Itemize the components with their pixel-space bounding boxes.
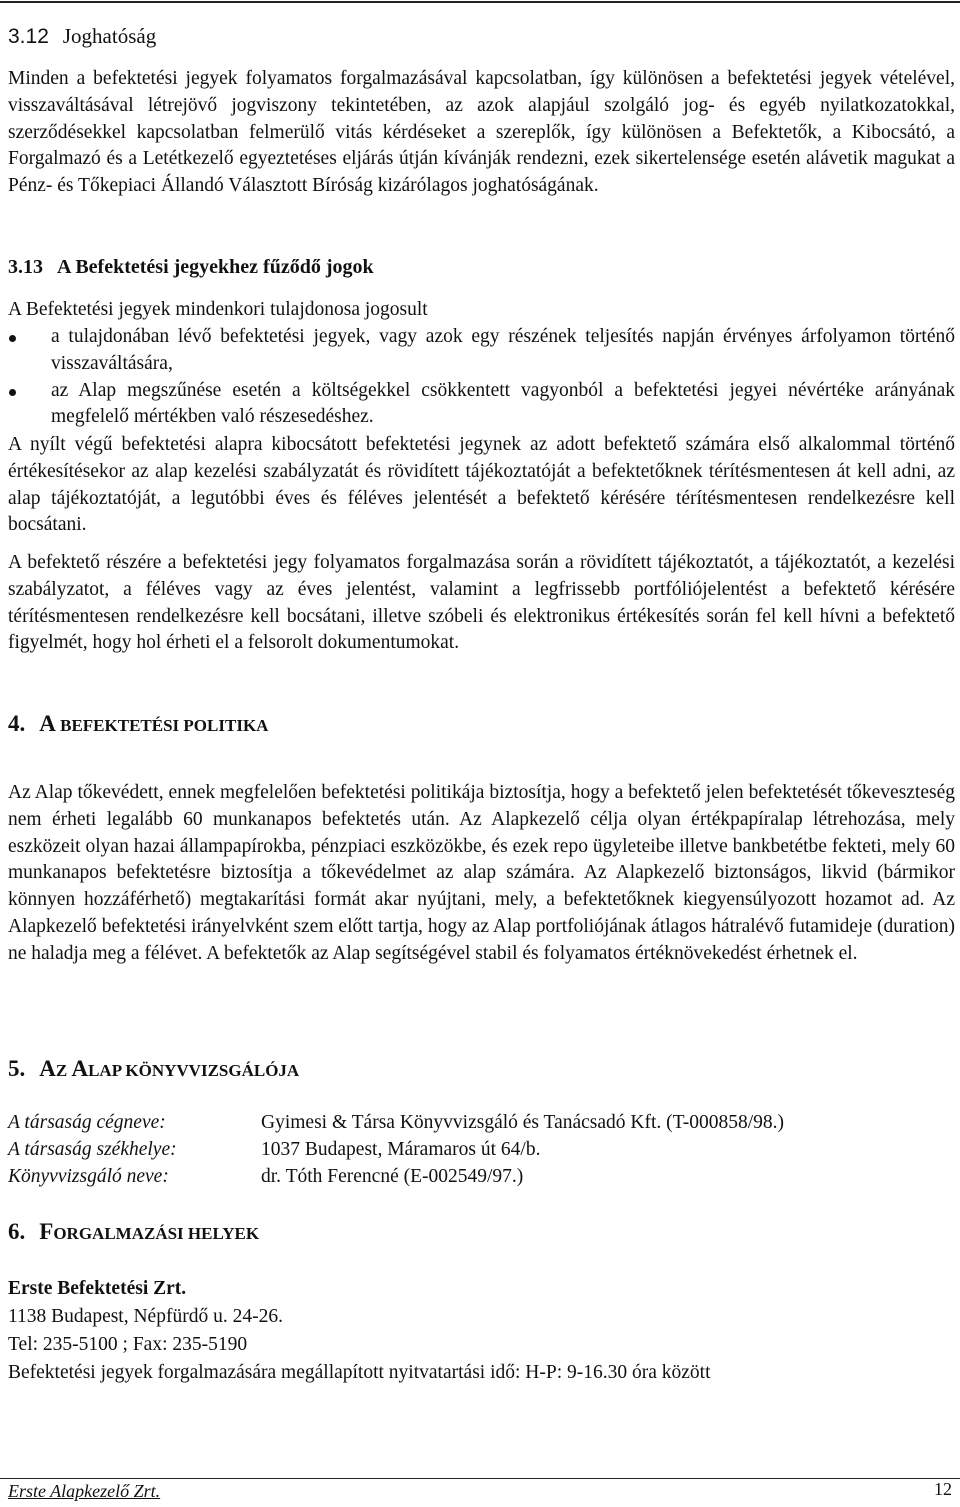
paragraph-documents-first-sale: A nyílt végű befektetési alapra kibocsátott befektetési jegynek az adott befektető számára első alkalommal történő értékesítésekor az alap kezelési szabályzatát és rövidített tájékoztatóját a befektetőknek térítésmentesen át kell adni, az alap tájékoztatóját, a legutóbbi éves és féléves jelentését a befektető kérésére térítésmentesen rendelkezésre kell bocsátani.: [8, 434, 955, 536]
section-heading-6: [8, 1219, 259, 1245]
section-number: 5.: [8, 1056, 26, 1081]
page-number: 12: [934, 1479, 952, 1499]
detail-label: A társaság cégneve:: [8, 1112, 166, 1133]
distributor-hours: Befektetési jegyek forgalmazására megállapított nyitvatartási idő: H-P: 9-16.30 óra között: [8, 1362, 711, 1383]
section-heading-3-12: [8, 24, 156, 49]
title-part: A: [39, 1056, 56, 1081]
detail-row: [8, 1110, 955, 1137]
distributor-address: 1138 Budapest, Népfürdő u. 24-26.: [8, 1306, 283, 1327]
list-item-text: az Alap megszűnése esetén a költségekkel csökkentett vagyonból a befektetési jegyei névértéke arányának megfelelő mértékben való részesedéshez.: [51, 379, 955, 428]
section-number: 3.12: [8, 25, 49, 48]
detail-label: A társaság székhelye:: [8, 1138, 177, 1160]
list-item-text: a tulajdonában lévő befektetési jegyek, vagy azok egy részének teljesítés napján érvényes árfolyamon történő visszaváltására,: [51, 326, 955, 374]
detail-value: Gyimesi & Társa Könyvvizsgáló és Tanácsadó Kft. (T-000858/98.): [261, 1112, 785, 1133]
section-heading-5: [8, 1056, 299, 1082]
bullet-icon: [9, 335, 16, 342]
section-title-rest: BEFEKTETÉSI POLITIKA: [55, 716, 269, 735]
section-number: 6.: [8, 1219, 26, 1244]
section-title: A Befektetési jegyekhez fűződő jogok: [57, 256, 374, 278]
footer-company: Erste Alapkezelő Zrt.: [8, 1481, 161, 1501]
paragraph-investment-policy: Az Alap tőkevédett, ennek megfelelően befektetési politikája biztosítja, hogy a befektető jelen befektetését tőkeveszteség nem érheti legalább 60 munkanapos befektetés után. Az Alapkezelő célja olyan értékpapíralap létrehozása, mely eszközeit olyan hazai állampapírokba, pénzpiaci eszközökbe, és ezek repo ügyleteibe illetve bankbetétbe fekteti, mely 60 munkanapos befektetésre biztosítja a tőkevédelmet az alap számára. Az Alapkezelő biztonságos, likvid (bármikor könnyen hozzáférhető) megtakarítási formát akar nyújtani, mely, a befektetőknek kiegyensúlyozott hozamot ad. Az Alapkezelő befektetési irányelvként szem előtt tartja, hogy az Alap portfoliójának átlagos hátralévő futamideje (duration) ne haladja meg a félévet. A befektetők az Alap segítségével stabil és folyamatos értéknövekedést érhetnek el.: [8, 782, 955, 964]
title-part: Z: [55, 1061, 72, 1080]
auditor-details: [8, 1110, 955, 1190]
section-title-rest: ORGALMAZÁSI HELYEK: [53, 1224, 260, 1243]
section-heading-4: [8, 711, 268, 737]
section-title: Joghatóság: [62, 24, 157, 48]
paragraph-documents-continuous: A befektető részére a befektetési jegy folyamatos forgalmazása során a rövidített tájékoztatót, a tájékoztatót, a kezelési szabályzatot, a féléves vagy az éves jelentést, valamint a legfrissebb portfóliójelentést a befektető kérésére térítésmentesen rendelkezésre kell bocsátani, illetve szóbeli és elektronikus értékesítés során fel kell hívni a befektető figyelmét, hogy hol érheti el a felsorolt dokumentumokat.: [8, 552, 955, 654]
title-part: LAP KÖNYVVIZSGÁLÓJA: [88, 1061, 300, 1080]
detail-row: [8, 1137, 955, 1164]
footer-rule: [0, 1478, 960, 1479]
bullet-icon: [9, 389, 16, 396]
list-item: [8, 378, 955, 432]
distributor-name: Erste Befektetési Zrt.: [8, 1278, 187, 1299]
section-heading-3-13: [8, 256, 374, 279]
detail-value: 1037 Budapest, Máramaros út 64/b.: [261, 1138, 541, 1160]
section-title-initial: A: [39, 711, 56, 736]
list-item: [8, 324, 955, 378]
section-number: 3.13: [8, 256, 43, 278]
rights-list: [8, 324, 955, 431]
top-rule: [0, 1, 960, 3]
detail-label: Könyvvizsgáló neve:: [8, 1165, 169, 1187]
title-part: A: [71, 1056, 89, 1081]
detail-value: dr. Tóth Ferencné (E-002549/97.): [261, 1165, 524, 1187]
section-number: 4.: [8, 711, 26, 736]
detail-row: [8, 1164, 955, 1191]
section-title-initial: F: [39, 1219, 54, 1244]
paragraph-jurisdiction: Minden a befektetési jegyek folyamatos forgalmazásával kapcsolatban, így különösen a befektetési jegyek vételével, visszaváltásával létrejövő jogviszony tekintetében, az azok alapjául szolgáló jog- és egyéb nyilatkozatokkal, szerződésekkel kapcsolatban felmerülő vitás kérdéseket a szereplők, így különösen a Befektetők, a Kibocsátó, a Forgalmazó és a Letétkezelő egyeztetéses eljárás útján kívánják rendezni, ezek sikertelensége esetén alávetik magukat a Pénz- és Tőkepiaci Állandó Választott Bíróság kizárólagos joghatóságának.: [8, 68, 955, 197]
distributor-phone: Tel: 235-5100 ; Fax: 235-5190: [8, 1334, 248, 1355]
paragraph-intro: A Befektetési jegyek mindenkori tulajdonosa jogosult: [8, 299, 428, 320]
